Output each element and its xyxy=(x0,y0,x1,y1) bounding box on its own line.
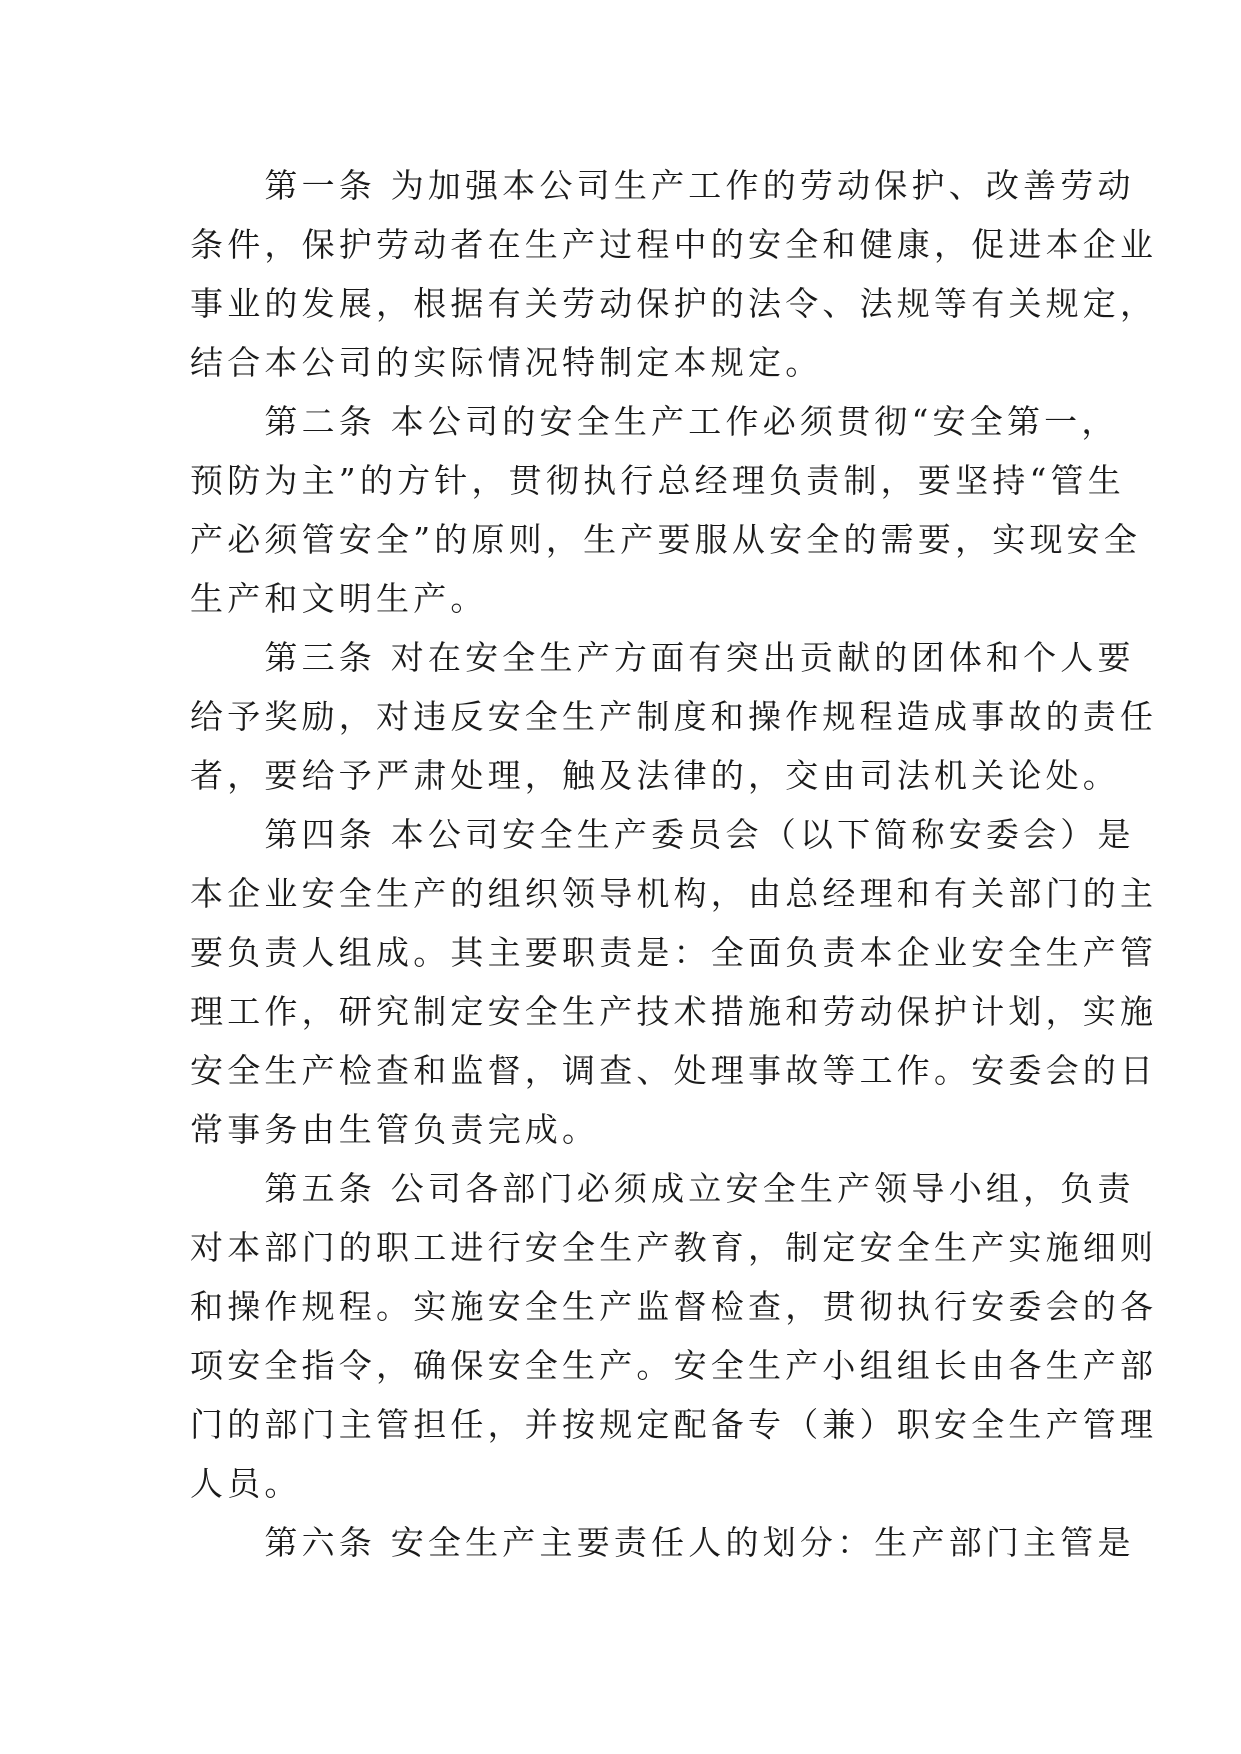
text-line: 预防为主”的方针，贯彻执行总经理负责制，要坚持“管生 xyxy=(190,461,1125,500)
text-line: 要负责人组成。其主要职责是：全面负责本企业安全生产管 xyxy=(190,933,1158,972)
article-1-paragraph xyxy=(190,156,1158,392)
text-line: 第三条 对在安全生产方面有突出贡献的团体和个人要 xyxy=(190,638,1135,677)
text-line: 理工作，研究制定安全生产技术措施和劳动保护计划，实施 xyxy=(190,992,1158,1031)
text-line: 条件，保护劳动者在生产过程中的安全和健康，促进本企业 xyxy=(190,225,1158,264)
text-line: 给予奖励，对违反安全生产制度和操作规程造成事故的责任 xyxy=(190,697,1158,736)
text-line: 第四条 本公司安全生产委员会（以下简称安委会）是 xyxy=(190,815,1135,854)
text-line: 第六条 安全生产主要责任人的划分：生产部门主管是 xyxy=(190,1523,1135,1562)
text-line: 对本部门的职工进行安全生产教育，制定安全生产实施细则 xyxy=(190,1228,1158,1267)
article-6-paragraph xyxy=(190,1513,1135,1572)
text-line: 项安全指令，确保安全生产。安全生产小组组长由各生产部 xyxy=(190,1346,1158,1385)
text-line: 第五条 公司各部门必须成立安全生产领导小组，负责 xyxy=(190,1169,1135,1208)
text-line: 事业的发展，根据有关劳动保护的法令、法规等有关规定， xyxy=(190,284,1158,323)
text-line: 结合本公司的实际情况特制定本规定。 xyxy=(190,343,823,382)
text-line: 第一条 为加强本公司生产工作的劳动保护、改善劳动 xyxy=(190,166,1135,205)
article-5-paragraph xyxy=(190,1159,1158,1513)
text-line: 者，要给予严肃处理，触及法律的，交由司法机关论处。 xyxy=(190,756,1120,795)
text-line: 门的部门主管担任，并按规定配备专（兼）职安全生产管理 xyxy=(190,1405,1158,1444)
article-4-paragraph xyxy=(190,805,1158,1159)
text-line: 本企业安全生产的组织领导机构，由总经理和有关部门的主 xyxy=(190,874,1158,913)
article-2-paragraph xyxy=(190,392,1142,628)
text-line: 和操作规程。实施安全生产监督检查，贯彻执行安委会的各 xyxy=(190,1287,1158,1326)
document-body xyxy=(190,156,1158,1572)
article-3-paragraph xyxy=(190,628,1158,805)
text-line: 安全生产检查和监督，调查、处理事故等工作。安委会的日 xyxy=(190,1051,1158,1090)
text-line: 第二条 本公司的安全生产工作必须贯彻“安全第一， xyxy=(190,402,1119,441)
text-line: 人员。 xyxy=(190,1464,302,1503)
text-line: 产必须管安全”的原则，生产要服从安全的需要，实现安全 xyxy=(190,520,1142,559)
text-line: 生产和文明生产。 xyxy=(190,579,488,618)
text-line: 常事务由生管负责完成。 xyxy=(190,1110,600,1149)
